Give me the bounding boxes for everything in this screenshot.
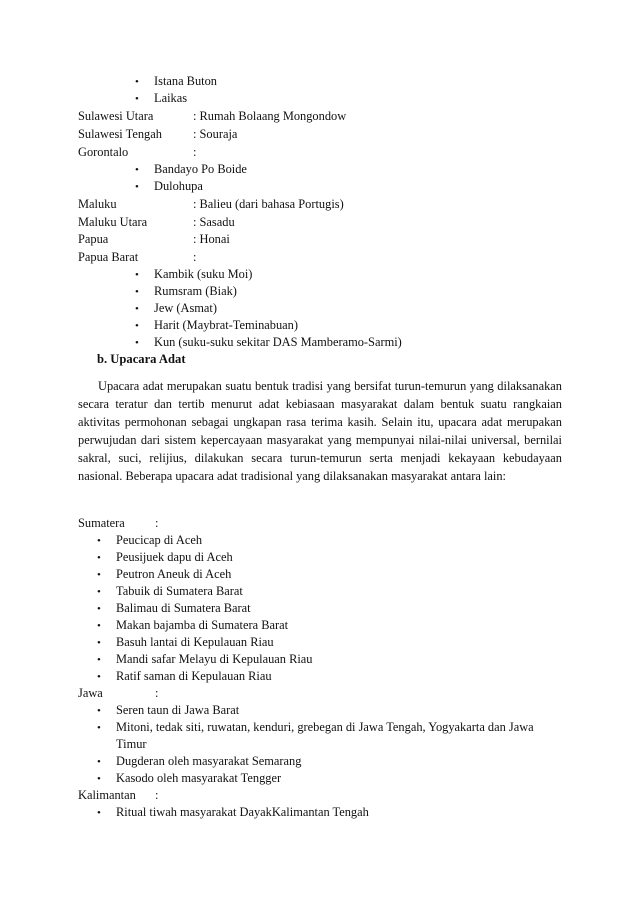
list-item-continuation: Timur [116, 737, 147, 751]
bullet-icon [97, 753, 101, 771]
region-value: : Sasadu [193, 215, 235, 229]
list-item: Basuh lantai di Kepulauan Riau [116, 635, 274, 649]
bullet-icon [97, 804, 101, 822]
region-value: : Rumah Bolaang Mongondow [193, 109, 347, 123]
region-colon: : [155, 686, 159, 700]
list-item: Dugderan oleh masyarakat Semarang [116, 754, 302, 768]
region-label: Maluku [78, 197, 117, 211]
region-label: Kalimantan [78, 788, 136, 802]
bullet-icon [97, 651, 101, 669]
region-value: : [193, 145, 197, 159]
bullet-icon [135, 90, 139, 108]
region-value: : [193, 250, 197, 264]
region-value: : Balieu (dari bahasa Portugis) [193, 197, 344, 211]
bullet-icon [97, 583, 101, 601]
bullet-icon [97, 634, 101, 652]
bullet-icon [97, 600, 101, 618]
bullet-icon [135, 73, 139, 91]
section-heading: b. Upacara Adat [97, 352, 186, 366]
list-item: Seren taun di Jawa Barat [116, 703, 240, 717]
bullet-icon [97, 549, 101, 567]
region-label: Jawa [78, 686, 103, 700]
bullet-icon [135, 300, 139, 318]
bullet-icon [97, 566, 101, 584]
list-item: Peusijuek dapu di Aceh [116, 550, 233, 564]
list-item: Mandi safar Melayu di Kepulauan Riau [116, 652, 313, 666]
region-label: Maluku Utara [78, 215, 148, 229]
list-item: Harit (Maybrat-Teminabuan) [154, 318, 298, 332]
list-item: Ratif saman di Kepulauan Riau [116, 669, 272, 683]
list-item: Kambik (suku Moi) [154, 267, 253, 281]
list-item: Bandayo Po Boide [154, 162, 247, 176]
bullet-icon [97, 617, 101, 635]
region-value: : Souraja [193, 127, 238, 141]
list-item: Ritual tiwah masyarakat DayakKalimantan Tengah [116, 805, 369, 819]
bullet-icon [135, 161, 139, 179]
region-label: Sulawesi Utara [78, 109, 154, 123]
list-item: Laikas [154, 91, 188, 105]
bullet-icon [135, 334, 139, 352]
region-label: Sulawesi Tengah [78, 127, 162, 141]
list-item: Istana Buton [154, 74, 217, 88]
bullet-icon [97, 532, 101, 550]
list-item: Dulohupa [154, 179, 203, 193]
list-item: Kasodo oleh masyarakat Tengger [116, 771, 282, 785]
region-value: : Honai [193, 232, 230, 246]
list-item: Jew (Asmat) [154, 301, 217, 315]
list-item: Makan bajamba di Sumatera Barat [116, 618, 289, 632]
bullet-icon [97, 719, 101, 737]
list-item: Balimau di Sumatera Barat [116, 601, 251, 615]
bullet-icon [97, 668, 101, 686]
list-item: Mitoni, tedak siti, ruwatan, kenduri, grebegan di Jawa Tengah, Yogyakarta dan Jawa [116, 720, 534, 734]
bullet-icon [135, 266, 139, 284]
list-item: Rumsram (Biak) [154, 284, 237, 298]
region-label: Sumatera [78, 516, 125, 530]
list-item: Peutron Aneuk di Aceh [116, 567, 232, 581]
list-item: Kun (suku-suku sekitar DAS Mamberamo-Sarmi) [154, 335, 402, 349]
list-item: Tabuik di Sumatera Barat [116, 584, 243, 598]
bullet-icon [135, 178, 139, 196]
body-paragraph: Upacara adat merupakan suatu bentuk tradisi yang bersifat turun-temurun yang dilaksanakan secara teratur dan tertib menurut adat kebiasaan masyarakat dalam bentuk suatu rangkaian aktivitas permohonan sebagai ungkapan rasa terima kasih. Selain itu, upacara adat merupakan perwujudan dari sistem kepercayaan masyarakat yang mempunyai nilai-nilai universal, bernilai sakral, suci, relijius, dilakukan secara turun-temurun serta menjadi kekayaan kebudayaan nasional. Beberapa upacara adat tradisional yang dilaksanakan masyarakat antara lain: [78, 379, 562, 483]
list-item: Peucicap di Aceh [116, 533, 203, 547]
region-colon: : [155, 788, 159, 802]
region-label: Papua [78, 232, 109, 246]
bullet-icon [135, 317, 139, 335]
region-label: Gorontalo [78, 145, 129, 159]
region-label: Papua Barat [78, 250, 139, 264]
bullet-icon [97, 770, 101, 788]
region-colon: : [155, 516, 159, 530]
bullet-icon [97, 702, 101, 720]
bullet-icon [135, 283, 139, 301]
